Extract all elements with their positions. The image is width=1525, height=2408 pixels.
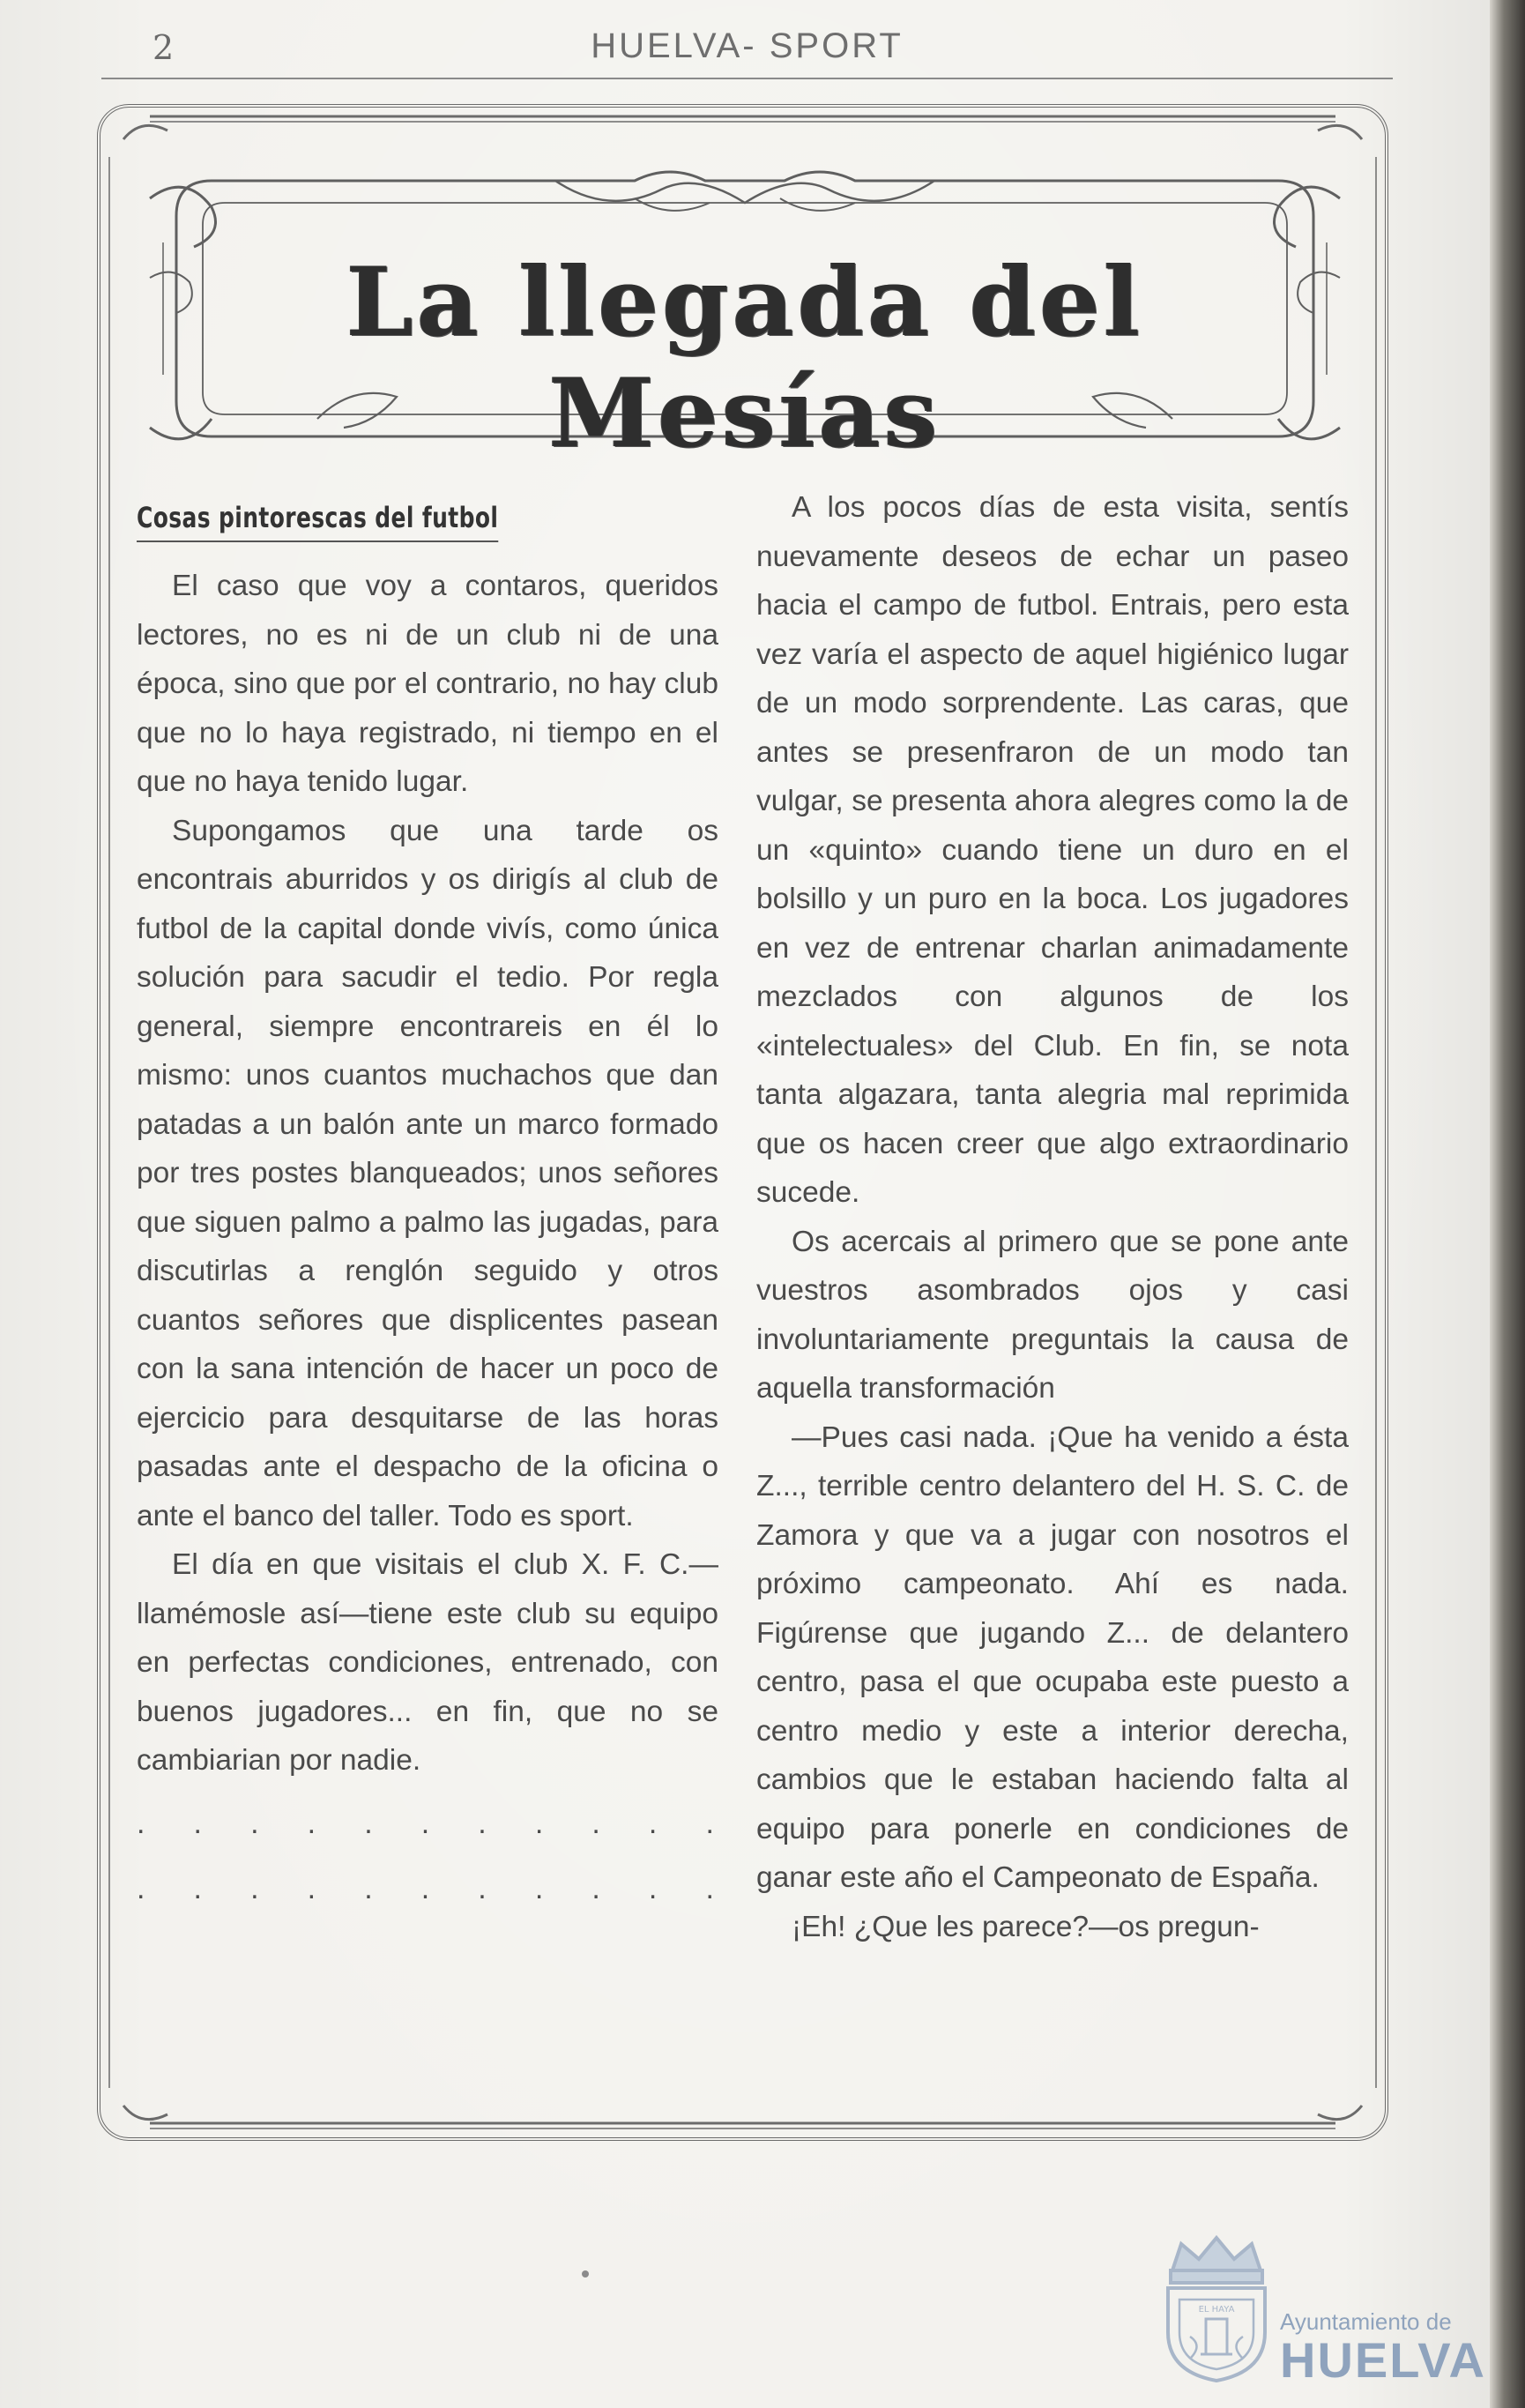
paragraph: El caso que voy a contaros, queridos lectores, no es ni de un club ni de una época, sino que por el contrario, no hay club que no lo haya registrado, ni tiempo en el que no haya tenido lugar.: [137, 570, 718, 798]
dot: .: [307, 1806, 316, 1840]
paragraph: Supongamos que una tarde os encontrais aburridos y os dirigís al club de futbol de la capital donde vivís, como única solución para sacudir el tedio. Por regla general, siempre encontrareis en él lo mismo: unos cuantos muchachos que dan patadas a un balón ante un marco formado por tres postes blanqueados; unos señores que siguen palmo a palmo las jugadas, para discutirlas a renglón seguido y otros cuantos señores que displicentes pasean con la sana intención de hacer un poco de ejercicio para desquitarse de las horas pasadas ante el despacho de la oficina o ante el banco del taller. Todo es sport.: [137, 814, 718, 1532]
ellipsis-row: [137, 1861, 718, 1916]
dot: .: [250, 1871, 259, 1905]
dot: .: [648, 1806, 658, 1840]
dot: .: [534, 1806, 544, 1840]
dot: .: [705, 1871, 714, 1905]
crest-label: EL HAYA: [1198, 2305, 1235, 2315]
dot: .: [420, 1871, 430, 1905]
watermark-caption: [1280, 2308, 1486, 2388]
paragraph: ¡Eh! ¿Que les parece?—os pregun-: [792, 1910, 1260, 1943]
page-number: 2: [152, 28, 175, 67]
dot: .: [364, 1871, 373, 1905]
dot: .: [137, 1871, 145, 1905]
dot: .: [591, 1871, 600, 1905]
paper-speck: [582, 2270, 589, 2278]
dot: .: [705, 1806, 714, 1840]
dot: .: [137, 1806, 145, 1840]
dot: .: [591, 1806, 600, 1840]
paragraph: El día en que visitais el club X. F. C.—llamémosle así—tiene este club su equipo en perfectas condiciones, entrenado, con buenos jugadores... en fin, que no se cambiarian por nadie.: [137, 1548, 718, 1777]
section-heading: Cosas pintorescas del futbol: [137, 498, 498, 542]
dot: .: [193, 1806, 202, 1840]
dot: .: [364, 1806, 373, 1840]
dot: .: [420, 1806, 430, 1840]
dot: .: [250, 1806, 259, 1840]
paragraph: —Pues casi nada. ¡Que ha venido a ésta Z..., terrible centro delantero del H. S. C. de Zamora y que va a jugar con nosotros el próximo campeonato. Ahí es nada. Figúrense que jugando Z... de delantero centro, pasa el que ocupaba este puesto a centro medio y este a interior derecha, cambios que le estaban haciendo falta al equipo para ponerle en condiciones de ganar este año el Campeonato de España.: [756, 1420, 1349, 1894]
book-binding-edge: [1490, 0, 1525, 2408]
article-title: La llegada del Mesías: [346, 247, 1144, 469]
dot: .: [478, 1871, 487, 1905]
watermark-line2: HUELVA: [1280, 2332, 1486, 2388]
dot: .: [478, 1806, 487, 1840]
dot: .: [307, 1871, 316, 1905]
dot: .: [193, 1871, 202, 1905]
page-header: [101, 16, 1393, 79]
title-cartouche: [141, 163, 1349, 469]
ellipsis-row: [137, 1796, 718, 1851]
dot: .: [648, 1871, 658, 1905]
right-column: [756, 483, 1349, 1951]
paragraph: Os acercais al primero que se pone ante vuestros asombrados ojos y casi involuntariamente preguntais la causa de aquella transformación: [756, 1225, 1349, 1405]
paragraph: A los pocos días de esta visita, sentís nuevamente deseos de echar un paseo hacia el campo de futbol. Entrais, pero esta vez varía el aspecto de aquel higiénico lugar de un modo sorprendente. Las caras, que antes se presenfraron de un modo tan vulgar, se presenta ahora alegres como la de un «quinto» cuando tiene un duro en el bolsillo y un puro en la boca. Los jugadores en vez de entrenar charlan animadamente mezclados con algunos de los «intelectuales» del Club. En fin, se nota tanta algazara, tanta alegria mal reprimida que os hacen creer que algo extraordinario sucede.: [756, 491, 1349, 1209]
left-column: [137, 494, 718, 1916]
masthead: HUELVA- SPORT: [591, 26, 904, 65]
dot: .: [534, 1871, 544, 1905]
watermark-line1: Ayuntamiento de: [1280, 2308, 1452, 2335]
city-crest-icon: [1155, 2231, 1278, 2385]
